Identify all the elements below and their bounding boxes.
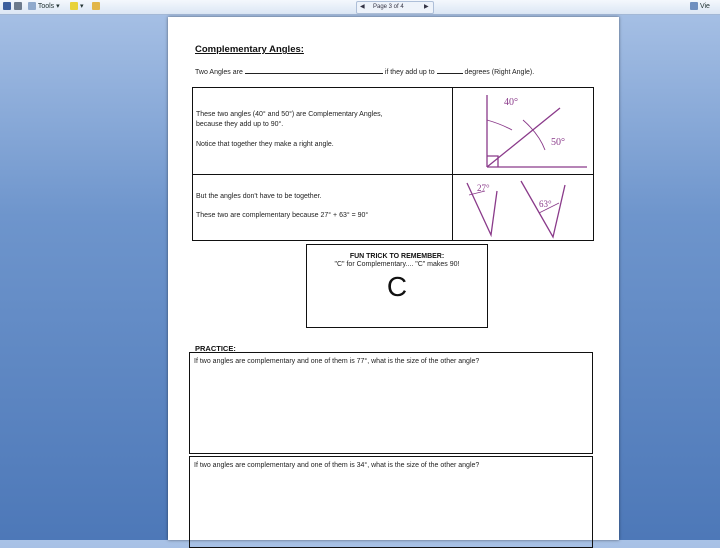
practice-label: PRACTICE: (195, 344, 236, 353)
page-title: Complementary Angles: (195, 44, 304, 55)
examples-table (192, 87, 594, 241)
save-icon (3, 2, 11, 10)
document-page (168, 17, 619, 540)
chevron-down-icon: ▾ (56, 3, 60, 10)
viewer-toolbar (0, 0, 720, 15)
answer-blank-2 (437, 66, 463, 74)
angle-arc-top (487, 120, 512, 130)
print-button[interactable] (14, 2, 22, 12)
adjacent-angles-diagram (455, 90, 591, 172)
view-menu[interactable] (690, 2, 710, 12)
trick-title: FUN TRICK TO REMEMBER: (349, 253, 445, 260)
tools-menu[interactable] (28, 2, 60, 12)
save-button[interactable] (3, 2, 11, 12)
angle-63-rays (521, 181, 565, 237)
practice-question-2-box (189, 456, 593, 548)
chevron-down-icon: ▾ (79, 3, 84, 10)
example1-text-2: because they add up to 90°. (196, 121, 284, 128)
table-divider-horizontal (193, 174, 593, 175)
example2-text-2: These two are complementary because 27° + 63° = 90° (196, 212, 369, 219)
folder-button[interactable] (92, 2, 100, 12)
angle-label-50: 50° (551, 137, 565, 148)
folder-icon (92, 2, 100, 10)
highlighter-icon (70, 2, 78, 10)
table-divider-vertical (452, 88, 453, 240)
highlight-button[interactable] (70, 2, 83, 12)
definition-start: Two Angles are (195, 69, 243, 76)
practice-question-1: If two angles are complementary and one of them is 77°, what is the size of the other angle? (194, 358, 480, 365)
tools-label: Tools (37, 3, 55, 10)
practice-question-2: If two angles are complementary and one of them is 34°, what is the size of the other angle? (194, 462, 480, 469)
definition-line (195, 66, 534, 76)
page-navigator (356, 1, 434, 14)
fun-trick-box (306, 244, 488, 328)
example2-text-1: But the angles don't have to be together. (196, 193, 322, 200)
page-indicator: Page 3 of 4 (373, 4, 404, 10)
trick-text: "C" for Complementary.... "C" makes 90! (334, 261, 460, 268)
separate-angles-diagram (455, 177, 591, 239)
trick-letter-c: C (386, 271, 408, 302)
angle-label-27: 27° (477, 183, 490, 193)
view-label: Vie (699, 3, 710, 10)
view-icon (690, 2, 698, 10)
next-page-button[interactable]: ▶ (424, 4, 429, 10)
print-icon (14, 2, 22, 10)
example1-text-1: These two angles (40° and 50°) are Complementary Angles, (196, 111, 383, 118)
angle-label-63: 63° (539, 199, 552, 209)
definition-end: degrees (Right Angle). (464, 69, 535, 76)
practice-question-1-box (189, 352, 593, 454)
previous-page-button[interactable]: ◀ (360, 4, 365, 10)
definition-middle: if they add up to (384, 69, 435, 76)
example1-text-3: Notice that together they make a right angle. (196, 141, 334, 148)
answer-blank-1 (245, 66, 383, 74)
tools-icon (28, 2, 36, 10)
angle-label-40: 40° (504, 97, 518, 108)
